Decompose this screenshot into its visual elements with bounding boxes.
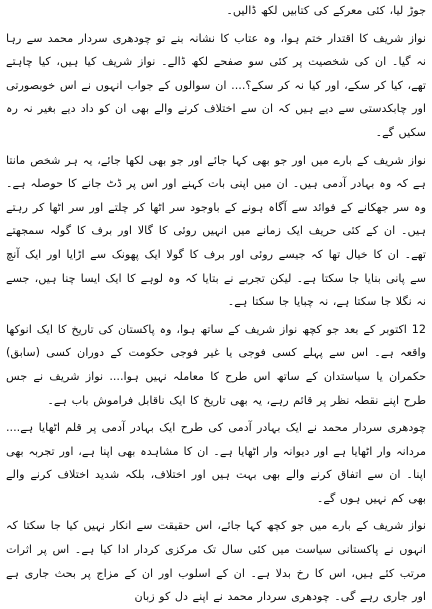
paragraph-4: 12 اکتوبر کے بعد جو کچھ نواز شریف کے ساتھ ہوا، وہ پاکستان کی تاریخ کا ایک انوکھا واقعہ ہے۔ اس سے پہلے کسی فوجی یا غیر فوجی حکومت کے دوران کسی (سابق) حکمران یا سیاستدان کے ساتھ اس طرح کا معاملہ نہیں ہوا.... نواز شریف نے جس طرح اپنے نقطہ نظر پر قائم رہے، یہ بھی تاریخ کا ایک ناقابل فراموش باب ہے۔ (6, 322, 426, 407)
paragraph-2: نواز شریف کا اقتدار ختم ہوا، وہ عتاب کا نشانہ بنے تو چودھری سردار محمد سے رہا نہ گیا۔ ان کی شخصیت پر کئی سو صفحے لکھ ڈالے۔ نواز شریف کیا ہیں، کیا چاہتے تھے، کیا کر سکے، اور کیا نہ کر سکے؟.... ان سوالوں کے جواب انہوں نے اس خوبصورتی اور چابکدستی سے دیے ہیں کہ ان سے اختلاف کرنے والے بھی ان کو داد دیے بغیر نہ رہ سکیں گے۔ (6, 31, 426, 139)
paragraph-3: نواز شریف کے بارے میں اور جو بھی کہا جائے اور جو بھی لکھا جائے، یہ ہر شخص مانتا ہے کہ وہ بہادر آدمی ہیں۔ ان میں اپنی بات کہنے اور اس پر ڈٹ جانے کا حوصلہ ہے۔ وہ سر جھکانے کے فوائد سے آگاہ ہونے کے باوجود سر اٹھا کر چلتے اور سر اٹھا کر رہتے ہیں۔ ان کے کئی حریف ایک زمانے میں انہیں روئی کا گالا اور برف کا گولہ سمجھتے تھے۔ ان کا خیال تھا کہ جیسے روئی اور برف کا گولا ایک پھونک سے اڑایا اور ایک آنچ سے پانی بنایا جا سکتا ہے۔ لیکن تجربے نے بتایا کہ وہ لوہے کا ایک ایسا چنا ہیں، جسے نہ نگلا جا سکتا ہے، نہ چبایا جا سکتا ہے۔ (6, 153, 426, 309)
paragraph-5: چودھری سردار محمد نے ایک بہادر آدمی کی طرح ایک بہادر آدمی پر قلم اٹھایا ہے.... مردانہ وار اٹھایا ہے اور دیوانہ وار اٹھایا ہے۔ ان کا مشاہدہ بھی اپنا ہے، اور تجربہ بھی اپنا۔ ان سے اتفاق کرنے والے بھی بہت ہیں اور اختلاف، بلکہ شدید اختلاف کرنے والے بھی کم نہیں ہوں گے۔ (6, 421, 426, 505)
document-page (6, 0, 426, 604)
paragraph-1: جوڑ لیا، کئی معرکے کی کتابیں لکھ ڈالیں۔ (226, 4, 426, 17)
paragraph-6: نواز شریف کے بارے میں جو کچھ کہا جائے، اس حقیقت سے انکار نہیں کیا جا سکتا کہ انہوں نے پاکستانی سیاست میں کئی سال تک مرکزی کردار ادا کیا ہے۔ اس پر اثرات مرتب کئے ہیں، اس کا رخ بدلا ہے۔ ان کے اسلوب اور ان کے مزاج پر بحث جاری ہے اور جاری رہے گی۔ چودھری سردار محمد نے اپنے دل کو زبان (6, 519, 426, 604)
